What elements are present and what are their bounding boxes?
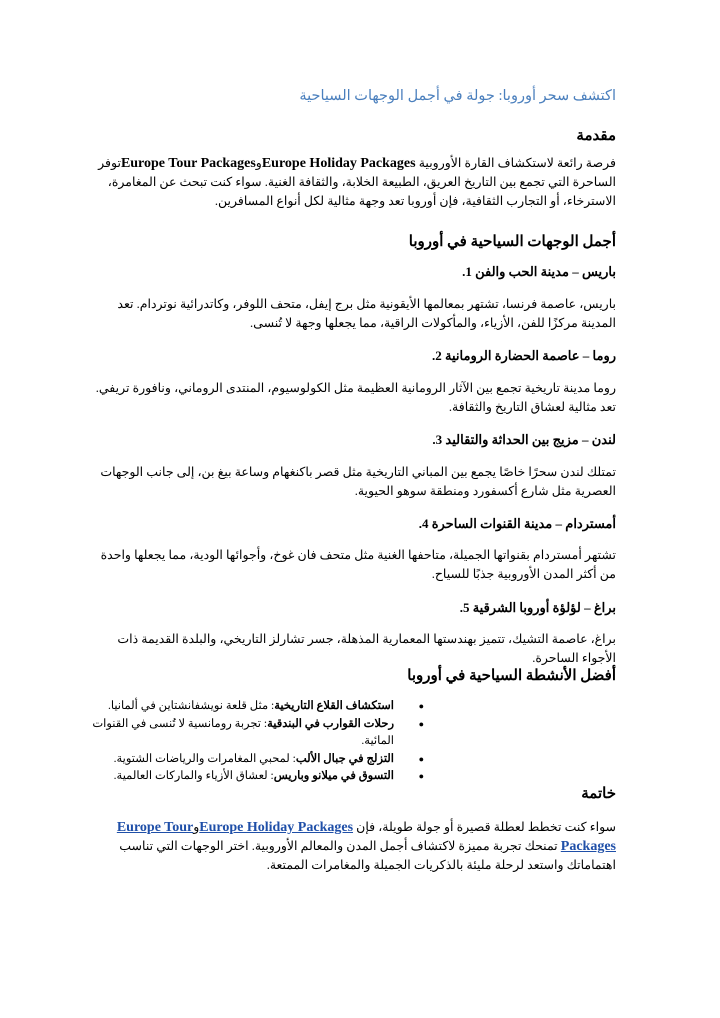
conclusion-text-before: سواء كنت تخطط لعطلة قصيرة أو جولة طويلة، فإن: [356, 820, 616, 834]
destination-number: 1.: [462, 264, 472, 279]
destination-number: 3.: [432, 432, 443, 447]
destination-title-text: روما – عاصمة الحضارة الرومانية: [445, 348, 616, 363]
intro-text-before: فرصة رائعة لاستكشاف القارة الأوروبية: [418, 156, 616, 170]
activity-desc: : لعشاق الأزياء والماركات العالمية.: [113, 770, 274, 782]
activity-desc: : لمحبي المغامرات والرياضات الشتوية.: [113, 752, 296, 765]
list-item: [84, 698, 424, 716]
conclusion-paragraph: [84, 818, 616, 875]
destination-1-text: باريس، عاصمة فرنسا، تشتهر بمعالمها الأيقونية مثل برج إيفل، متحف اللوفر، وكاتدرائية نوتردام. تعد المدينة مركزًا للفن، الأزياء، والمأكولات الراقية، مما يجعلها وجهة لا تُنسى.: [117, 297, 616, 330]
destination-2-title: [84, 348, 616, 364]
destination-2-text: روما مدينة تاريخية تجمع بين الآثار الرومانية العظيمة مثل الكولوسيوم، المنتدى الروماني، ونافورة تريفي. تعد مثالية لعشاق التاريخ والثقافة.: [95, 381, 616, 414]
destination-title-text: لندن – مزيج بين الحداثة والتقاليد: [445, 432, 616, 447]
destination-1-title: [84, 264, 616, 280]
destination-title-text: أمستردام – مدينة القنوات الساحرة: [431, 516, 616, 531]
destination-title-text: براغ – لؤلؤة أوروبا الشرقية: [472, 600, 616, 615]
destination-4-title: [84, 516, 616, 532]
activity-name: استكشاف القلاع التاريخية: [274, 700, 394, 712]
document-title: اكتشف سحر أوروبا: جولة في أجمل الوجهات السياحية: [299, 88, 616, 104]
conclusion-and: و: [193, 820, 200, 834]
bullet-icon: ●: [418, 771, 424, 781]
bullet-icon: ●: [418, 753, 424, 764]
destination-number: 2.: [432, 348, 442, 363]
activity-desc: : مثل قلعة نويشفانشتاين في ألمانيا.: [107, 700, 275, 712]
destination-5-text: براغ، عاصمة التشيك، تتميز بهندستها المعمارية المذهلة، جسر تشارلز التاريخي، والبلدة القديمة ذات الأجواء الساحرة.: [117, 632, 616, 665]
bullet-icon: ●: [418, 718, 424, 729]
activities-heading: أفضل الأنشطة السياحية في أوروبا: [407, 668, 616, 684]
destinations-heading: أجمل الوجهات السياحية في أوروبا: [408, 234, 616, 250]
europe-holiday-packages-link[interactable]: Europe Holiday Packages: [199, 820, 354, 835]
brand-europe-tour-packages: Europe Tour Packages: [120, 156, 256, 171]
activities-list: [84, 698, 424, 786]
intro-paragraph: [84, 154, 616, 211]
list-item: [84, 716, 424, 751]
list-item: [84, 768, 424, 786]
europe-tour-packages-link[interactable]: Europe Tour Packages: [116, 820, 616, 854]
activity-name: التزلج في جبال الألب: [295, 752, 394, 765]
destination-3-text: تمتلك لندن سحرًا خاصًا يجمع بين المباني التاريخية مثل قصر باكنغهام وساعة بيغ بن، إلى جانب الوجهات العصرية مثل شارع أكسفورد ومنطقة سوهو الحيوية.: [100, 465, 616, 498]
activity-desc: : تجربة رومانسية لا تُنسى في القنوات المائية.: [92, 717, 394, 747]
destination-number: 4.: [418, 516, 429, 531]
list-item: [84, 751, 424, 769]
destination-number: 5.: [459, 600, 470, 615]
destination-title-text: باريس – مدينة الحب والفن: [475, 264, 616, 279]
intro-text-after: توفر الساحرة التي تجمع بين التاريخ العريق، الطبيعة الخلابة، والثقافة الغنية. سواء كنت تبحث عن المغامرة، الاسترخاء، أو التجارب الثقافية، فإن أوروبا تعد وجهة مثالية لكل أنواع المسافرين.: [98, 156, 616, 208]
intro-heading: مقدمة: [576, 128, 616, 144]
activity-name: التسوق في ميلانو وباريس: [273, 770, 394, 782]
destination-5-title: [84, 600, 616, 616]
conclusion-text-after: تمنحك تجربة مميزة لاكتشاف أجمل المدن والمعالم الأوروبية. اختر الوجهات التي تناسب اهتماماتك واستعد لرحلة مليئة بالذكريات الجميلة والمغامرات الممتعة.: [119, 839, 616, 872]
brand-europe-holiday-packages: Europe Holiday Packages: [261, 156, 416, 171]
bullet-icon: ●: [418, 701, 424, 711]
destination-4-text: تشتهر أمستردام بقنواتها الجميلة، متاحفها الغنية مثل متحف فان غوخ، وأجوائها الودية، مما يجعلها واحدة من أكثر المدن الأوروبية جذبًا للسياح.: [100, 548, 616, 581]
conclusion-heading: خاتمة: [581, 786, 616, 802]
destination-3-title: [84, 432, 616, 448]
intro-and: و: [255, 156, 262, 170]
activity-name: رحلات القوارب في البندقية: [267, 717, 394, 730]
